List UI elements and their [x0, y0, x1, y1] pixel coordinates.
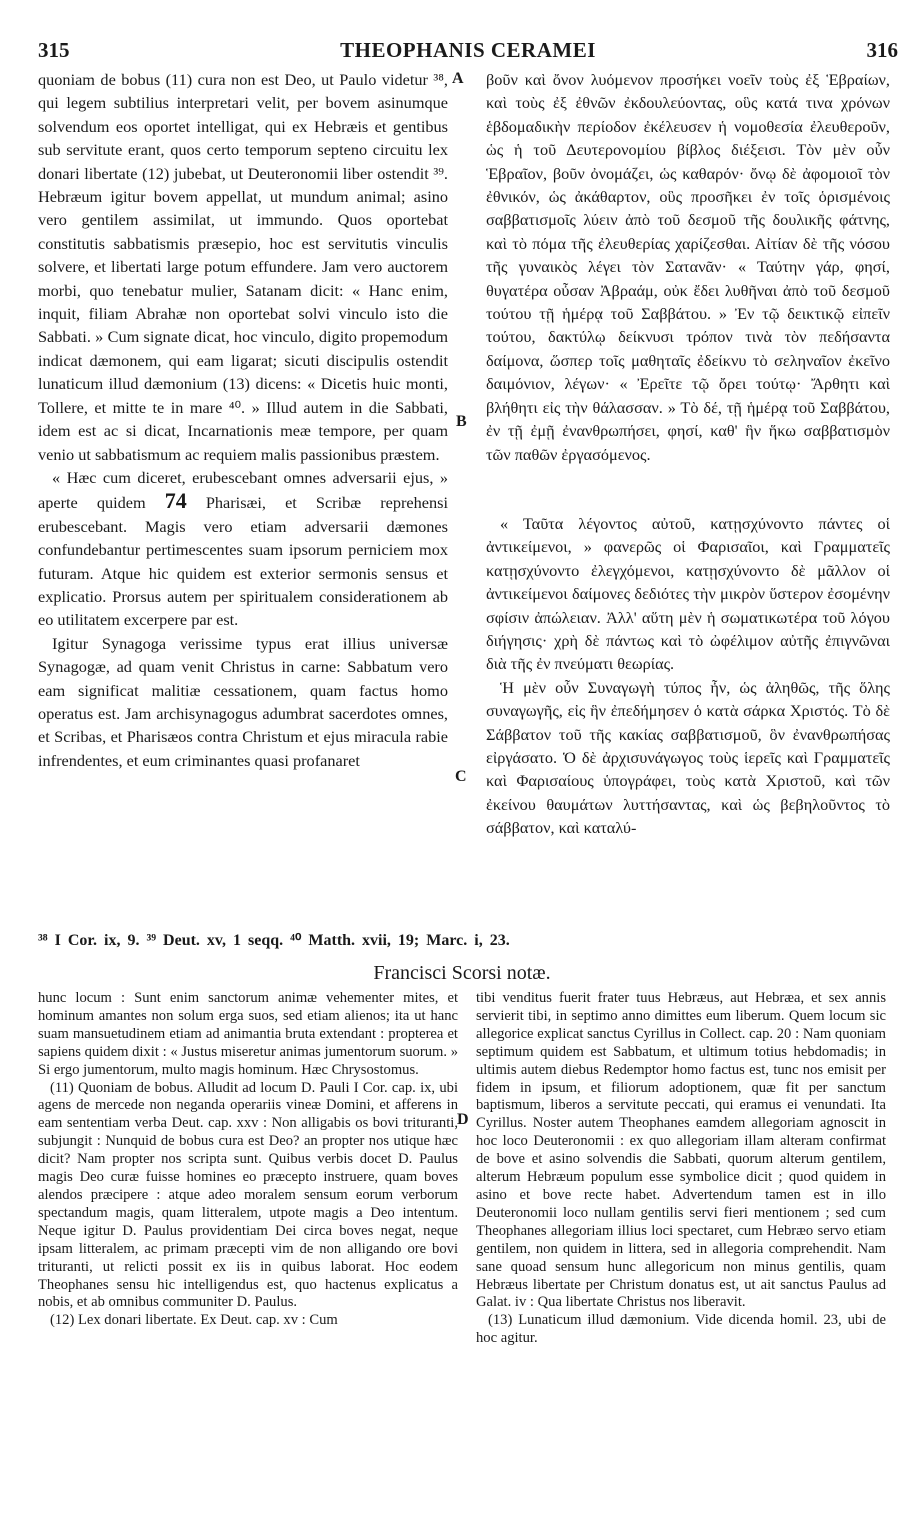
- notes-title: Francisci Scorsi notæ.: [373, 962, 551, 984]
- margin-letter-d: D: [457, 1111, 469, 1128]
- latin-text-fragment: Pharisæi, et Scribæ reprehensi erubescebant. Magis vero etiam adversarii dæmones confundebantur pertimescentes suam ipsorum perniciem mox futuram. Atque hic quidem est exterior sermonis sensus et explicatio. Prorsus autem per spiritualem considerationem ab eo utilitatem excerpere par est.: [38, 493, 448, 630]
- note-paragraph: tibi venditus fuerit frater tuus Hebræus, aut Hebræa, et sex annis servierit tibi, in septimo anno dimittes eum liberum. Quem locum sic allegorice explicat sanctus Cyrillus in Collect. cap. 20 : Nam quoniam septimum quidem est Sabbatum, et ultimum totius hebdomadis; in ultimis autem diebus Redemptor homo factus est, tunc nos emisit per fidem in ipsum, et filiorum adoptionem, quæ fit per sanctum baptismum, liberos a servitute peccati, qui eramus ei venundati. Ita Cyrillus. Noster autem Theophanes eamdem allegoriam agnoscit in hoc loco Deuteronomii : ex quo allegoriam illam alteram confirmat de bove et asino solvendis die Sabbati, quorum alterum gentilem, alterum Hebræum populum esse symbolice dicit ; quod quidem in asino et bove recte habet. Advertendum tamen est in illo Deuteronomii loco nullam gentilis servi fieri mentionem ; sed cum Theophanes allegoriam illius loci spectaret, cum Hebræo servo etiam gentilem, non quidem in littera, sed in allegoria comprehendit. Nam sane quoad sensum hunc allegoricum non minus gentilis, quam Hebræus libertate per Christum donatus est, ut ait sanctus Paulus ad Galat. iv : Qua libertate Christus nos liberavit.: [476, 990, 886, 1311]
- latin-text-column: [38, 68, 448, 772]
- margin-letter-a: A: [452, 70, 464, 87]
- latin-paragraph: quoniam de bobus (11) cura non est Deo, ut Paulo videtur ³⁸, qui legem subtilius interpretari velit, per bovem asinumque solvendum eos oportet intelligat, qui ex Hebræis et gentibus sub servitute erant, quos certo temporum septeno circuitu lex donari libertate (12) jubebat, ut Deuteronomii liber ostendit ³⁹. Hebræum igitur bovem appellat, ut mundum animal; asino vero gentilem assimilat, ut immundo. Quos oportebat constitutis sabbatismis præsepio, hoc est servitutis vinculis solvere, et libertati large potum effundere. Jam vero auctorem morbi, quo tenebatur mulier, Satanam dicit: « Hanc enim, inquit, filiam Abrahæ non oportebat solvi vinculo isto die Sabbati. » Cum signate dicat, hoc vinculo, digito propemodum indicat dæmonem, qui eam ligarat; sicuti discipulis ostendit lunaticum illud dæmonium (13) dicens: « Dicetis huic monti, Tollere, et mitte te in mare ⁴⁰. » Illud autem in die Sabbati, idem est ac si dicat, Incarnationis meæ tempore, per quam venio ut sabbatismum ac requiem malis passionibus præstem.: [38, 70, 448, 464]
- page-header: [38, 38, 898, 66]
- column-number-mark: 74: [164, 488, 187, 514]
- latin-text-fragment: « Hæc cum diceret, erubescebant omnes adversarii ejus, » aperte quidem: [38, 467, 448, 513]
- running-title: THEOPHANIS CERAMEI: [340, 38, 596, 62]
- note-paragraph: (11) Quoniam de bobus. Alludit ad locum D. Pauli I Cor. cap. ix, ubi agens de mercede non neganda operariis vineæ Domini, et afferens in eam sententiam verba Deut. cap. xxv : Non alligabis os bovi trituranti, subjungit : Nunquid de bobus cura est Deo? an propter nos utique hæc dicit? Nam propter nos scripta sunt. Quibus verbis docet D. Paulus magis Deo curæ fuisse homines eo præcepto instruere, quam boves alendos præcipere : atque adeo moralem sensum eorum verborum spectandum magis, quam litteralem, utpote magis a Deo intentum. Neque igitur D. Paulus providentiam Dei circa boves negat, neque ipsam litteralem, ac primam præcepti vim de non alligando ore bovi trituranti, ut relicti possit ex iis in quibus laborat. Hoc eodem Theophanes sensu hic intelligendus est, quo hactenus explicatus a nobis, et ab omnibus communiter D. Paulus.: [38, 1079, 458, 1311]
- left-page-number: 315: [38, 38, 70, 62]
- notes-left-column: [38, 990, 458, 1330]
- note-paragraph: (13) Lunaticum illud dæmonium. Vide dicenda homil. 23, ubi de hoc agitur.: [476, 1312, 886, 1347]
- greek-paragraph: « Ταῦτα λέγοντος αὐτοῦ, κατῃσχύνοντο πάντες οἱ ἀντικείμενοι, » φανερῶς οἱ Φαρισαῖοι, καὶ Γραμματεῖς κατῃσχύνοντο ἐλεγχόμενοι, κατῃσχύνοντο δὲ μᾶλλον οἱ ἀντικείμενοι δαίμονες δεδιότες τὴν μικρὸν ὕστερον ἐσομένην σφίσιν ἀπώλειαν. Ἀλλ' αὕτη μὲν ἡ σωματικωτέρα τοῦ λόγου διήγησις· χρὴ δὲ πάντως καὶ τὸ ὠφέλιμον αὐτῆς ἐπιγνῶναι διὰ τῆς ἐν πνεύματι θεωρίας.: [486, 513, 890, 674]
- note-paragraph: hunc locum : Sunt enim sanctorum animæ vehementer mites, et hominum amantes non solum erga suos, sed etiam alienos; ita ut hanc suam mansuetudinem etiam ad animantia bruta extendant : propterea et sapiens quidem dixit : « Justus miseretur animas jumentorum suorum. » Si ergo jumentorum, multo magis hominum. Hæc Chrysostomus.: [38, 990, 458, 1078]
- greek-text-column: [486, 68, 890, 840]
- greek-paragraph: βοῦν καὶ ὄνον λυόμενον προσήκει νοεῖν τοὺς ἐξ Ἑβραίων, καὶ τοὺς ἐξ ἐθνῶν ἐκδουλεύοντας, οὓς κατά τινα χρόνων ἑβδομαδικὴν περίοδον ἐκέλευσεν ἡ νομοθεσία ἐλευθεροῦν, ὡς ἡ τοῦ Δευτερονομίου βίβλος διέξεισι. Τὸν μὲν οὖν Ἑβραῖον, βοῦν ὀνομάζει, ὡς καθαρόν· ὄνῳ δὲ ἀφομοιοῖ τὸν ἐθνικόν, ὡς ἀκάθαρτον, οὓς προσῆκει ἐν τοῖς ὁρισμένοις σαββατισμοῖς λύειν ἀπὸ τοῦ δεσμοῦ τῆς δουλικῆς φάτνης, καὶ τὸ πόμα τῆς ἐλευθερίας χαρίζεσθαι. Αἰτίαν δὲ τῆς νόσου τῆς γυναικὸς λέγει τὸν Σατανᾶν· « Ταύτην γάρ, φησί, θυγατέρα οὖσαν Ἀβραάμ, οὐκ ἔδει λυθῆναι ἀπὸ τοῦ δεσμοῦ τούτου τῇ ἡμέρᾳ τοῦ Σαββάτου. » Ἐν τῷ δεικτικῷ εἰπεῖν τούτου, δακτύλῳ δείκνυσι τρόπον τινὰ τὸν πεδήσαντα δαίμονα, ὥσπερ τοῖς μαθηταῖς ἐδείκνυ τὸ σεληναῖον ἐκεῖνο δαιμόνιον, λέγων· « Ἐρεῖτε τῷ ὄρει τούτῳ· Ἄρθητι καὶ βλήθητι εἰς τὴν θάλασσαν. » Τὸ δέ, τῇ ἡμέρᾳ τοῦ Σαββάτου, ἐν τῇ ἐμῇ ἐνανθρωπήσει, φησί, καθ' ἣν ἥκω σαββατισμὸν τῶν παθῶν ἐργασόμενος.: [486, 70, 890, 464]
- margin-letter-c: C: [455, 768, 467, 785]
- right-page-number: 316: [866, 38, 898, 62]
- latin-paragraph: [38, 466, 448, 632]
- greek-paragraph: Ἡ μὲν οὖν Συναγωγὴ τύπος ἦν, ὡς ἀληθῶς, τῆς ὅλης συναγωγῆς, εἰς ἣν ἐπεδήμησεν ὁ κατὰ σάρκα Χριστός. Τὸ δὲ Σάββατον τοῦ τῆς κακίας σαββατισμοῦ, ὃν ἐνανθρωπήσας εἰργάσατο. Ὁ δὲ ἀρχισυνάγωγος τοὺς ἱερεῖς καὶ Γραμματεῖς καὶ Φαρισαίους ὑπογράφει, τοὺς κατὰ Χριστοῦ, καὶ τῶν ἐκείνου θαυμάτων λυττήσαντας, καὶ ὡς βεβηλοῦντος τὸ σάββατον, καὶ καταλύ-: [486, 677, 890, 838]
- footnotes: ³⁸ I Cor. ix, 9. ³⁹ Deut. xv, 1 seqq. ⁴⁰ Matth. xvii, 19; Marc. i, 23.: [38, 932, 510, 949]
- margin-letter-b: B: [456, 413, 467, 430]
- latin-paragraph: Igitur Synagoga verissime typus erat illius universæ Synagogæ, ad quam venit Christus in carne: Sabbatum vero eam significat malitiæ cessationem, quam factus homo operatus est. Jam archisynagogus adumbrat sacerdotes omnes, et Scribas, et Pharisæos contra Christum et ejus miracula rabie infrendentes, et eum criminantes quasi profanaret: [38, 633, 448, 770]
- note-paragraph: (12) Lex donari libertate. Ex Deut. cap. xv : Cum: [50, 1312, 338, 1329]
- notes-right-column: [476, 990, 886, 1348]
